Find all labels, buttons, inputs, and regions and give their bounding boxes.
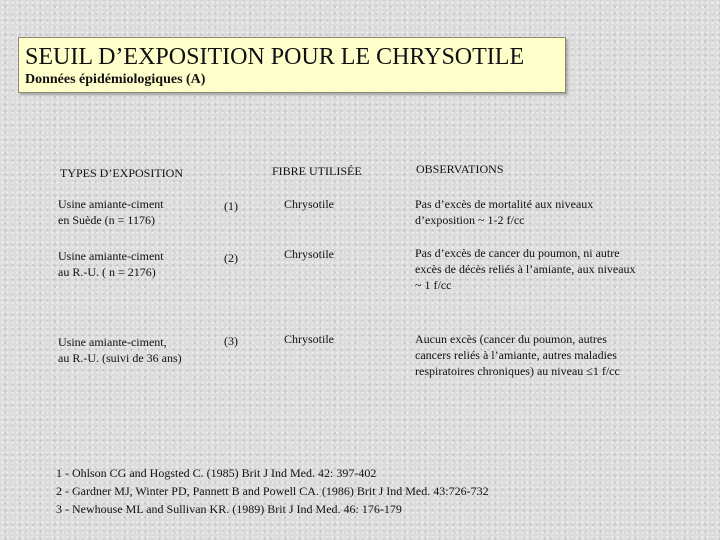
row-ref: (2) xyxy=(224,251,238,265)
row-observations xyxy=(415,196,695,228)
title-box xyxy=(18,37,566,93)
reference-item: 1 - Ohlson CG and Hogsted C. (1985) Brit J Ind Med. 42: 397-402 xyxy=(56,466,377,480)
row-obs-line: Pas d’excès de mortalité aux niveaux xyxy=(415,197,594,211)
header-types: TYPES D’EXPOSITION xyxy=(60,166,183,180)
page-subtitle: Données épidémiologiques (A) xyxy=(25,72,206,87)
header-fibre: FIBRE UTILISÉE xyxy=(272,164,362,178)
row-obs-line: cancers reliés à l’amiante, autres maladies xyxy=(415,348,617,362)
header-observations: OBSERVATIONS xyxy=(416,162,504,176)
row-type-line: au R.-U. (suivi de 36 ans) xyxy=(58,351,182,365)
row-obs-line: excès de décès reliés à l’amiante, aux niveaux xyxy=(415,262,636,276)
reference-item: 2 - Gardner MJ, Winter PD, Pannett B and Powell CA. (1986) Brit J Ind Med. 43:726-732 xyxy=(56,484,489,498)
row-obs-line: respiratoires chroniques) au niveau ≤1 f/cc xyxy=(415,364,620,378)
row-obs-line: d’exposition ~ 1-2 f/cc xyxy=(415,213,525,227)
row-obs-line: Pas d’excès de cancer du poumon, ni autre xyxy=(415,246,620,260)
row-ref: (3) xyxy=(224,334,238,348)
row-type-line: au R.-U. ( n = 2176) xyxy=(58,265,156,279)
row-fibre: Chrysotile xyxy=(284,247,334,261)
row-type-line: Usine amiante-ciment xyxy=(58,249,164,263)
row-obs-line: Aucun excès (cancer du poumon, autres xyxy=(415,332,607,346)
page-title: SEUIL D’EXPOSITION POUR LE CHRYSOTILE xyxy=(25,44,525,70)
row-fibre: Chrysotile xyxy=(284,197,334,211)
row-obs-line: ~ 1 f/cc xyxy=(415,278,452,292)
row-fibre: Chrysotile xyxy=(284,332,334,346)
row-type-line: Usine amiante-ciment, xyxy=(58,335,167,349)
row-observations xyxy=(415,245,695,293)
row-ref: (1) xyxy=(224,199,238,213)
reference-item: 3 - Newhouse ML and Sullivan KR. (1989) Brit J Ind Med. 46: 176-179 xyxy=(56,502,402,516)
row-type xyxy=(58,334,233,366)
row-type xyxy=(58,196,233,228)
row-type xyxy=(58,248,233,280)
row-observations xyxy=(415,331,695,379)
row-type-line: Usine amiante-ciment xyxy=(58,197,164,211)
row-type-line: en Suède (n = 1176) xyxy=(58,213,155,227)
